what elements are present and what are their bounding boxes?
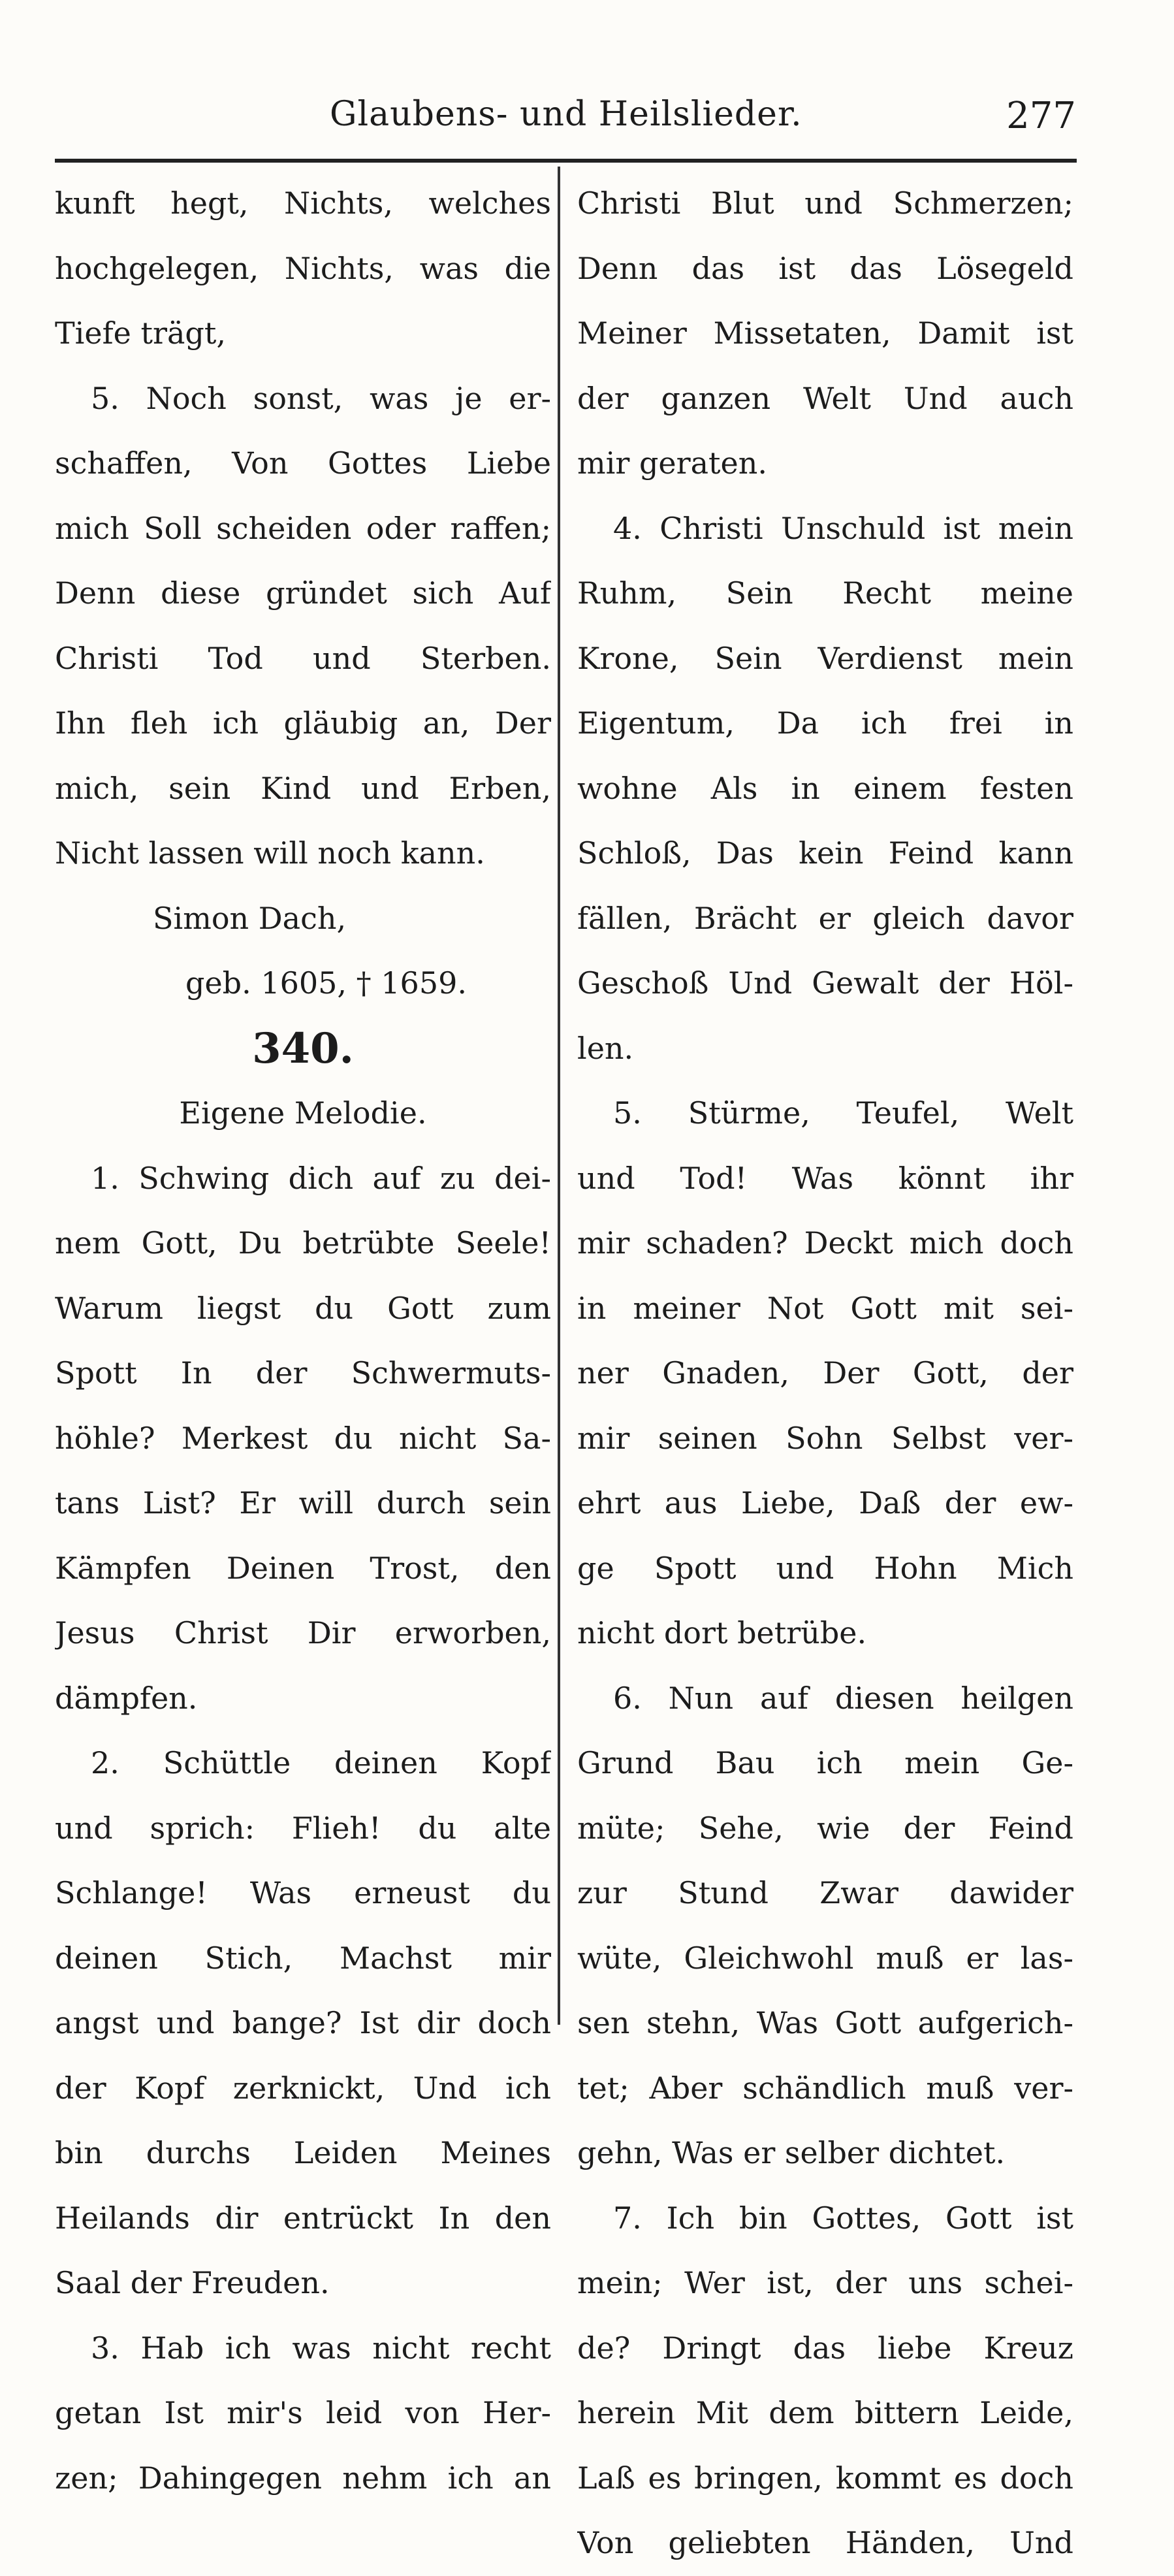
text-line: Laß es bringen, kommt es doch (577, 2460, 1073, 2496)
text-line: de? Dringt das liebe Kreuz (577, 2330, 1073, 2366)
text-line: sen stehn, Was Gott aufgerich- (577, 2005, 1073, 2040)
text-line: bin durchs Leiden Meines (55, 2135, 551, 2170)
text-line: und sprich: Flieh! du alte (55, 1810, 551, 1846)
hymn-number: 340. (252, 1023, 354, 1073)
text-line: tans List? Er will durch sein (55, 1485, 551, 1521)
text-line: Christi Blut und Schmerzen; (577, 185, 1073, 221)
verse-start-line: 4. Christi Unschuld ist mein (613, 510, 1073, 546)
text-line: herein Mit dem bittern Leide, (577, 2395, 1073, 2430)
text-line: deinen Stich, Machst mir (55, 1940, 551, 1976)
text-line: Grund Bau ich mein Ge- (577, 1745, 1073, 1780)
page-number: 277 (1006, 95, 1076, 137)
verse-start-line: 2. Schüttle deinen Kopf (91, 1745, 551, 1780)
text-line: Meiner Missetaten, Damit ist (577, 315, 1073, 351)
text-line: schaffen, Von Gottes Liebe (55, 445, 551, 481)
text-line: ner Gnaden, Der Gott, der (577, 1355, 1073, 1391)
text-line: in meiner Not Gott mit sei- (577, 1290, 1073, 1326)
text-line: Denn das ist das Lösegeld (577, 250, 1073, 286)
text-line: Schloß, Das kein Feind kann (577, 835, 1073, 871)
text-line: gehn, Was er selber dichtet. (577, 2135, 1006, 2170)
running-title: Glaubens- und Heilslieder. (330, 95, 802, 134)
verse-start-line: 5. Noch sonst, was je er- (91, 380, 551, 416)
text-line: Krone, Sein Verdienst mein (577, 640, 1073, 676)
text-line: wüte, Gleichwohl muß er las- (577, 1940, 1073, 1976)
text-line: kunft hegt, Nichts, welches (55, 185, 551, 221)
text-line: zur Stund Zwar dawider (577, 1875, 1073, 1910)
text-line: müte; Sehe, wie der Feind (577, 1810, 1073, 1846)
text-line: Kämpfen Deinen Trost, den (55, 1550, 551, 1586)
text-line: und Tod! Was könnt ihr (577, 1160, 1073, 1196)
text-line: Spott In der Schwermuts- (55, 1355, 551, 1391)
text-line: Denn diese gründet sich Auf (55, 575, 551, 611)
author-name: Simon Dach, (153, 900, 347, 936)
text-line: Ihn fleh ich gläubig an, Der (55, 705, 551, 741)
text-line: höhle? Merkest du nicht Sa- (55, 1420, 551, 1456)
text-line: Nicht lassen will noch kann. (55, 835, 485, 871)
verse-start-line: 1. Schwing dich auf zu dei- (91, 1160, 551, 1196)
text-line: der Kopf zerknickt, Und ich (55, 2070, 551, 2106)
text-line: mir schaden? Deckt mich doch (577, 1225, 1073, 1261)
text-line: ehrt aus Liebe, Daß der ew- (577, 1485, 1073, 1521)
text-line: getan Ist mir's leid von Her- (55, 2395, 551, 2430)
page-header (0, 0, 1174, 150)
verse-start-line: 7. Ich bin Gottes, Gott ist (613, 2200, 1073, 2236)
text-line: Jesus Christ Dir erworben, (55, 1615, 551, 1650)
text-line: angst und bange? Ist dir doch (55, 2005, 551, 2040)
text-line: mich Soll scheiden oder raffen; (55, 510, 551, 546)
text-line: ge Spott und Hohn Mich (577, 1550, 1073, 1586)
text-line: mir seinen Sohn Selbst ver- (577, 1420, 1073, 1456)
text-line: nem Gott, Du betrübte Seele! (55, 1225, 551, 1261)
text-line: len. (577, 1030, 634, 1066)
left-column (55, 171, 551, 2511)
text-line: Heilands dir entrückt In den (55, 2200, 551, 2236)
melody-note: Eigene Melodie. (179, 1095, 427, 1131)
text-line: Von geliebten Händen, Und (577, 2525, 1073, 2560)
text-line: mir geraten. (577, 445, 767, 481)
text-line: Ruhm, Sein Recht meine (577, 575, 1073, 611)
header-rule (55, 159, 1077, 163)
text-line: Saal der Freuden. (55, 2265, 330, 2300)
text-line: zen; Dahingegen nehm ich an (55, 2460, 551, 2496)
text-line: fällen, Brächt er gleich davor (577, 900, 1073, 936)
text-line: der ganzen Welt Und auch (577, 380, 1073, 416)
text-line: Warum liegst du Gott zum (55, 1290, 551, 1326)
author-dates: geb. 1605, † 1659. (185, 965, 467, 1001)
text-line: wohne Als in einem festen (577, 770, 1073, 806)
column-divider (558, 167, 560, 2025)
text-line: tet; Aber schändlich muß ver- (577, 2070, 1073, 2106)
verse-start-line: 6. Nun auf diesen heilgen (613, 1680, 1073, 1716)
text-line: Eigentum, Da ich frei in (577, 705, 1073, 741)
right-column (577, 171, 1073, 2576)
text-line: mich, sein Kind und Erben, (55, 770, 551, 806)
text-line: Christi Tod und Sterben. (55, 640, 551, 676)
text-line: Schlange! Was erneust du (55, 1875, 551, 1910)
verse-start-line: 5. Stürme, Teufel, Welt (613, 1095, 1073, 1131)
text-line: Tiefe trägt, (55, 315, 226, 351)
text-line: Geschoß Und Gewalt der Höl- (577, 965, 1073, 1001)
text-line: mein; Wer ist, der uns schei- (577, 2265, 1073, 2300)
text-line: nicht dort betrübe. (577, 1615, 867, 1650)
text-line: dämpfen. (55, 1680, 198, 1716)
text-line: hochgelegen, Nichts, was die (55, 250, 551, 286)
verse-start-line: 3. Hab ich was nicht recht (91, 2330, 551, 2366)
